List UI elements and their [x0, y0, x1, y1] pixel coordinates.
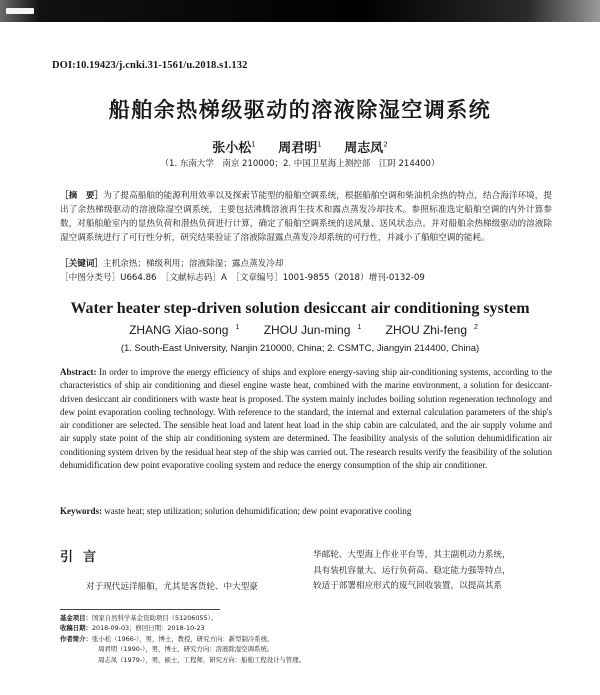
english-keywords	[60, 506, 552, 516]
english-author: ZHOU Jun-ming $^1$	[263, 323, 362, 337]
chinese-keywords-text: 主机余热；梯级利用；溶液除湿；露点蒸发冷却	[102, 259, 284, 269]
chinese-keywords	[60, 257, 552, 269]
chinese-abstract-text: 为了提高船舶的能源利用效率以及探索节能型的船舶空调系统，根据船舶空调和柴油机余热的特点，结合海洋环境，提出了余热梯级驱动的溶液除湿空调系统，主要包括沸腾溶液再生技术和露点蒸发冷却技术。参照标准选定船舶空调的内外计算参数，对船舶舱室内的显热负荷和潜热负荷进行计算，确定了船舶空调系统的送风量、送风状态点。并对船舶余热梯级驱动的溶液除湿空调系统进行了可行性分析，研究结果验证了溶液除湿露点蒸发冷却系统的可行性，并减小了船舶空调的能耗。	[60, 191, 552, 243]
intro-right-column	[313, 548, 553, 595]
english-affiliation: (1. South-East University, Nanjin 210000, China; 2. CSMTC, Jiangyin 214400, China)	[120, 343, 480, 354]
footnote-line: 周君明（1990-），男，博士，研究方向：溶液除湿空调系统。	[98, 645, 274, 654]
chinese-title: 船舶余热梯级驱动的溶液除湿空调系统	[108, 98, 492, 122]
doi-line: DOI:10.19423/j.cnki.31-1561/u.2018.s1.132	[52, 60, 248, 71]
intro-right-line: 具有装机容量大、运行负荷高、稳定能力强等特点，	[313, 565, 511, 576]
english-abstract-label: Abstract:	[60, 367, 97, 377]
footnote-line: 周志凤（1979-），男，硕士，工程师，研究方向：船舶工程设计与管理。	[98, 655, 306, 664]
chinese-abstract	[60, 189, 552, 245]
english-abstract-text: In order to improve the energy efficiency of ships and explore energy-saving ship air-conditioning systems, according to the characteristics of ship air conditioning and diesel engine waste heat, combined with the marine environment, a solution for desiccant-driven desiccant air conditioners with waste heat is proposed. The system mainly includes boiling solution regeneration technology and dew point evaporation cooling technology. With reference to the standard, the internal and external calculation parameters of the ship's air conditioner are selected. The sensible heat load and latent heat load in the ship cabin are calculated, and the air supply volume and air supply state point of the ship air conditioning system are determined. The feasibility analysis of the solution dehumidification air conditioning system driven by the residual heat step of the ship was carried out. The research results verify the feasibility of the solution dehumidification dew point evaporative cooling system and reduce the energy consumption of the ship air conditioner.	[60, 367, 553, 471]
chinese-author: 张小松$^1$	[212, 140, 256, 156]
intro-right-line: 较适于部署相应形式的废气回收装置，以提高其系	[313, 581, 503, 591]
classification-line: ［中图分类号］U664.86 ［文献标志码］A ［文章编号］1001-9855（2018）增刊-0132-09	[60, 273, 425, 283]
chinese-authors	[0, 137, 600, 156]
scan-mark	[6, 8, 34, 14]
footnote-line: 作者简介：张小松（1966-），男，博士，教授，研究方向：新型制冷系统。	[60, 634, 274, 643]
chinese-affiliation: （1. 东南大学 南京 210000；2. 中国卫星海上测控部 江阴 214400）	[160, 159, 440, 169]
chinese-author: 周君明$^1$	[278, 140, 322, 156]
intro-right-line: 华邮轮、大型海上作业平台等，其主副机动力系统，	[313, 550, 511, 560]
section-heading-introduction: 引言	[60, 550, 107, 565]
footnote-rule	[60, 609, 220, 610]
footnotes	[60, 613, 540, 665]
english-authors	[0, 323, 600, 337]
chinese-keywords-label: ［关键词］	[60, 259, 103, 269]
english-author: ZHANG Xiao-song $^1$	[129, 323, 240, 337]
english-title: Water heater step-driven solution desiccant air conditioning system	[70, 300, 530, 317]
footnote-line: 收稿日期：2018-09-03；修回日期：2018-10-23	[60, 624, 205, 633]
chinese-author: 周志凤$^2$	[344, 140, 388, 156]
chinese-abstract-label: ［摘 要］	[60, 191, 104, 201]
english-author: ZHOU Zhi-feng $^2$	[385, 323, 478, 337]
english-keywords-label: Keywords:	[60, 506, 102, 516]
english-abstract	[60, 366, 552, 472]
intro-left-column: 对于现代远洋船舶，尤其是客货轮、中大型豪	[86, 582, 258, 592]
english-keywords-text: waste heat; step utilization; solution dehumidification; dew point evaporative cooling	[104, 506, 412, 516]
footnote-line: 基金项目：国家自然科学基金资助项目（51206055）。	[60, 614, 218, 622]
scan-header-bar	[0, 0, 600, 22]
